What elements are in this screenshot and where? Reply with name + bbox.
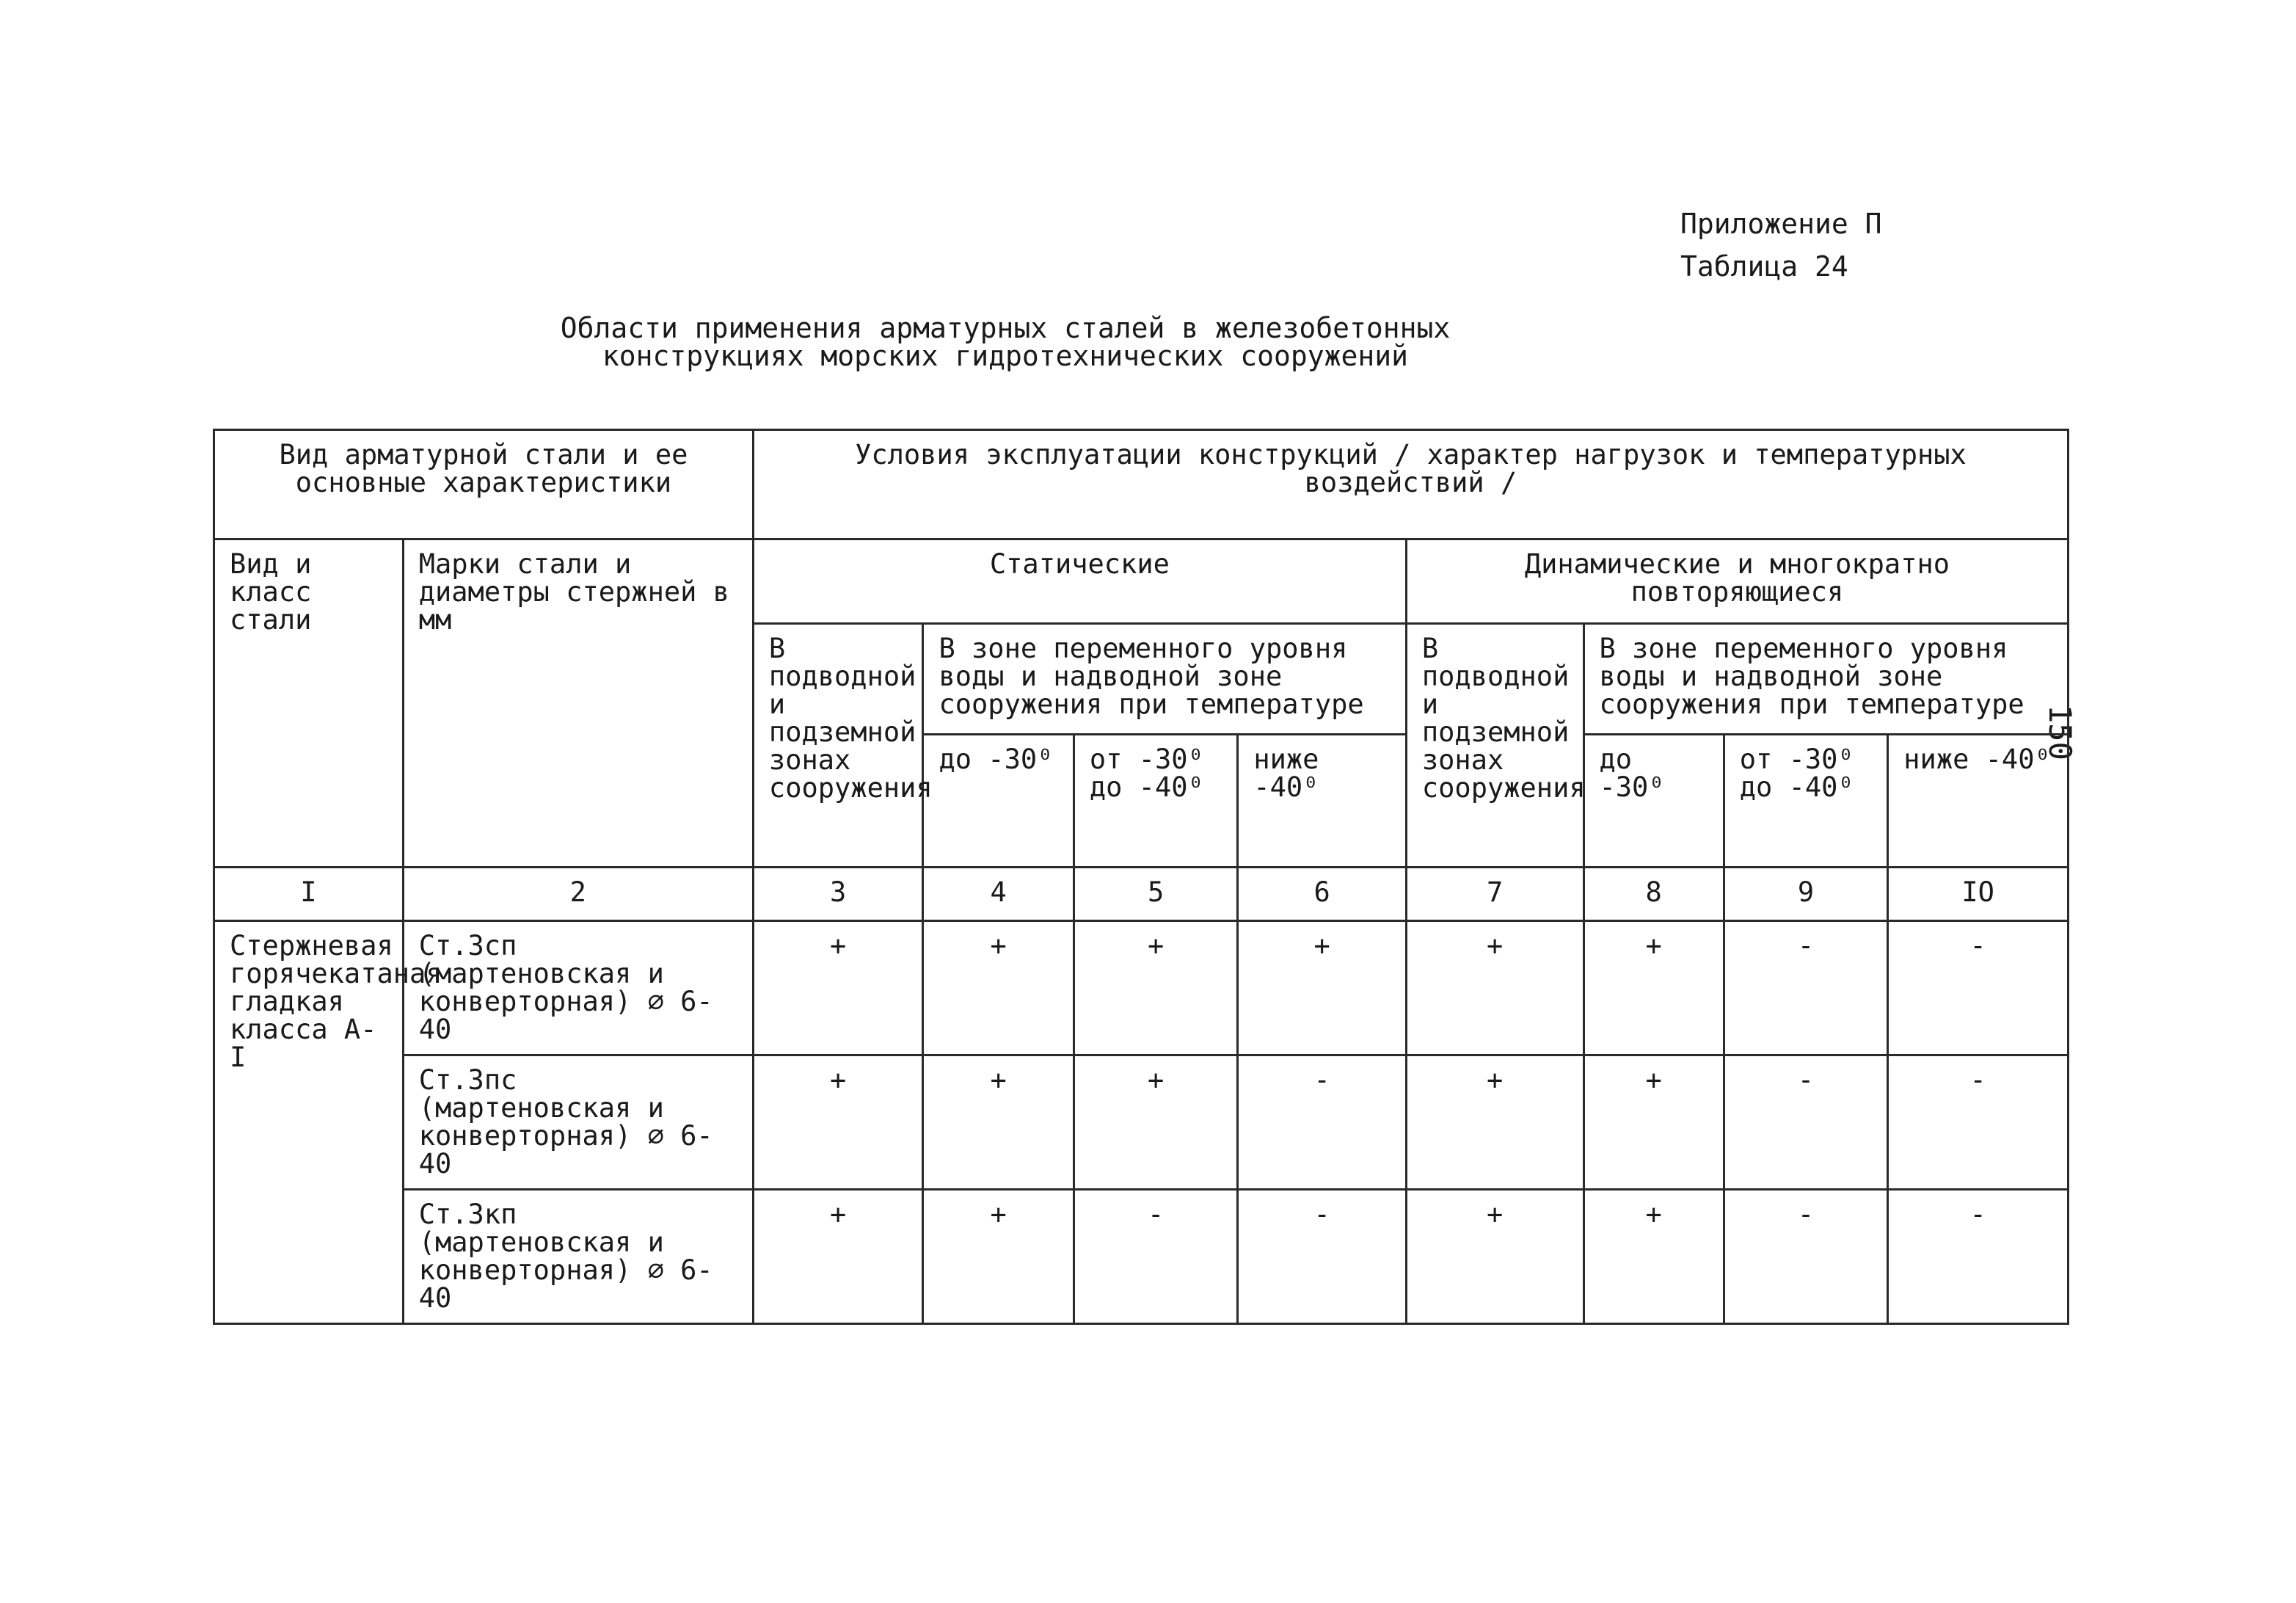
header-static-temp-to-30: до -30⁰ <box>923 735 1074 868</box>
applicability-mark: + <box>923 1190 1074 1324</box>
header-dynamic-temp-to-30: до -30⁰ <box>1583 735 1724 868</box>
document-title <box>514 314 1497 370</box>
table-row <box>214 1055 2069 1190</box>
header-steel-type: Вид и класс стали <box>214 539 404 868</box>
header-dynamic: Динамические и многократно повторяющиеся <box>1406 539 2068 624</box>
column-number: 4 <box>923 868 1074 921</box>
steel-grade-cell: Ст.3сп (мартеновская и конверторная) ∅ 6-40 <box>403 921 753 1055</box>
applicability-mark: - <box>1888 1055 2069 1190</box>
column-number: I <box>214 868 404 921</box>
table-label: Таблица 24 <box>1680 250 1848 283</box>
applicability-mark: - <box>1074 1190 1238 1324</box>
steel-application-table <box>213 429 2069 1325</box>
column-number: IO <box>1888 868 2069 921</box>
applicability-mark: - <box>1888 921 2069 1055</box>
header-static-underwater: В подводной и подземной зонах сооружения <box>753 624 923 868</box>
applicability-mark: + <box>753 1190 923 1324</box>
title-line-1: Области применения арматурных сталей в железобетонных <box>560 312 1451 344</box>
header-dynamic-temp-30-40: от -30⁰ до -40⁰ <box>1724 735 1888 868</box>
applicability-mark: + <box>753 1055 923 1190</box>
column-number: 5 <box>1074 868 1238 921</box>
header-static-temp-30-40: от -30⁰ до -40⁰ <box>1074 735 1238 868</box>
column-number: 2 <box>403 868 753 921</box>
applicability-mark: + <box>923 1055 1074 1190</box>
page-number: 150 <box>2042 705 2078 760</box>
applicability-mark: + <box>1074 1055 1238 1190</box>
column-number: 9 <box>1724 868 1888 921</box>
applicability-mark: + <box>1583 1190 1724 1324</box>
applicability-mark: + <box>1583 921 1724 1055</box>
header-dynamic-temp-below-40: ниже -40⁰ <box>1888 735 2069 868</box>
applicability-mark: + <box>1238 921 1407 1055</box>
applicability-mark: - <box>1238 1190 1407 1324</box>
header-conditions: Условия эксплуатации конструкций / характер нагрузок и температурных воздействий / <box>753 430 2068 539</box>
applicability-mark: + <box>923 921 1074 1055</box>
applicability-mark: + <box>1406 1055 1583 1190</box>
header-steel-group: Вид арматурной стали и ее основные характеристики <box>214 430 754 539</box>
header-static: Статические <box>753 539 1406 624</box>
appendix-label: Приложение П <box>1680 208 1882 240</box>
column-number: 3 <box>753 868 923 921</box>
steel-class-label: Стержневая горячекатаная гладкая класса А-I <box>214 921 404 1324</box>
header-dynamic-underwater: В подводной и подземной зонах сооружения <box>1406 624 1583 868</box>
applicability-mark: + <box>1406 1190 1583 1324</box>
appendix-header <box>1680 203 1882 288</box>
header-static-variable: В зоне переменного уровня воды и надводной зоне сооружения при температуре <box>923 624 1406 735</box>
header-static-temp-below-40: ниже -40⁰ <box>1238 735 1407 868</box>
applicability-mark: - <box>1724 1055 1888 1190</box>
applicability-mark: + <box>1406 921 1583 1055</box>
applicability-mark: - <box>1888 1190 2069 1324</box>
header-dynamic-variable: В зоне переменного уровня воды и надводной зоне сооружения при температуре <box>1583 624 2069 735</box>
applicability-mark: - <box>1724 1190 1888 1324</box>
table-row <box>214 1190 2069 1324</box>
applicability-mark: - <box>1724 921 1888 1055</box>
title-line-2: конструкциях морских гидротехнических сооружений <box>602 340 1409 372</box>
applicability-mark: + <box>1074 921 1238 1055</box>
column-number-row <box>214 868 2069 921</box>
applicability-mark: + <box>753 921 923 1055</box>
steel-grade-cell: Ст.3кп (мартеновская и конверторная) ∅ 6-40 <box>403 1190 753 1324</box>
table-row <box>214 921 2069 1055</box>
applicability-mark: + <box>1583 1055 1724 1190</box>
column-number: 6 <box>1238 868 1407 921</box>
header-steel-grades: Марки стали и диаметры стержней в мм <box>403 539 753 868</box>
steel-grade-cell: Ст.3пс (мартеновская и конверторная) ∅ 6-40 <box>403 1055 753 1190</box>
column-number: 8 <box>1583 868 1724 921</box>
column-number: 7 <box>1406 868 1583 921</box>
applicability-mark: - <box>1238 1055 1407 1190</box>
